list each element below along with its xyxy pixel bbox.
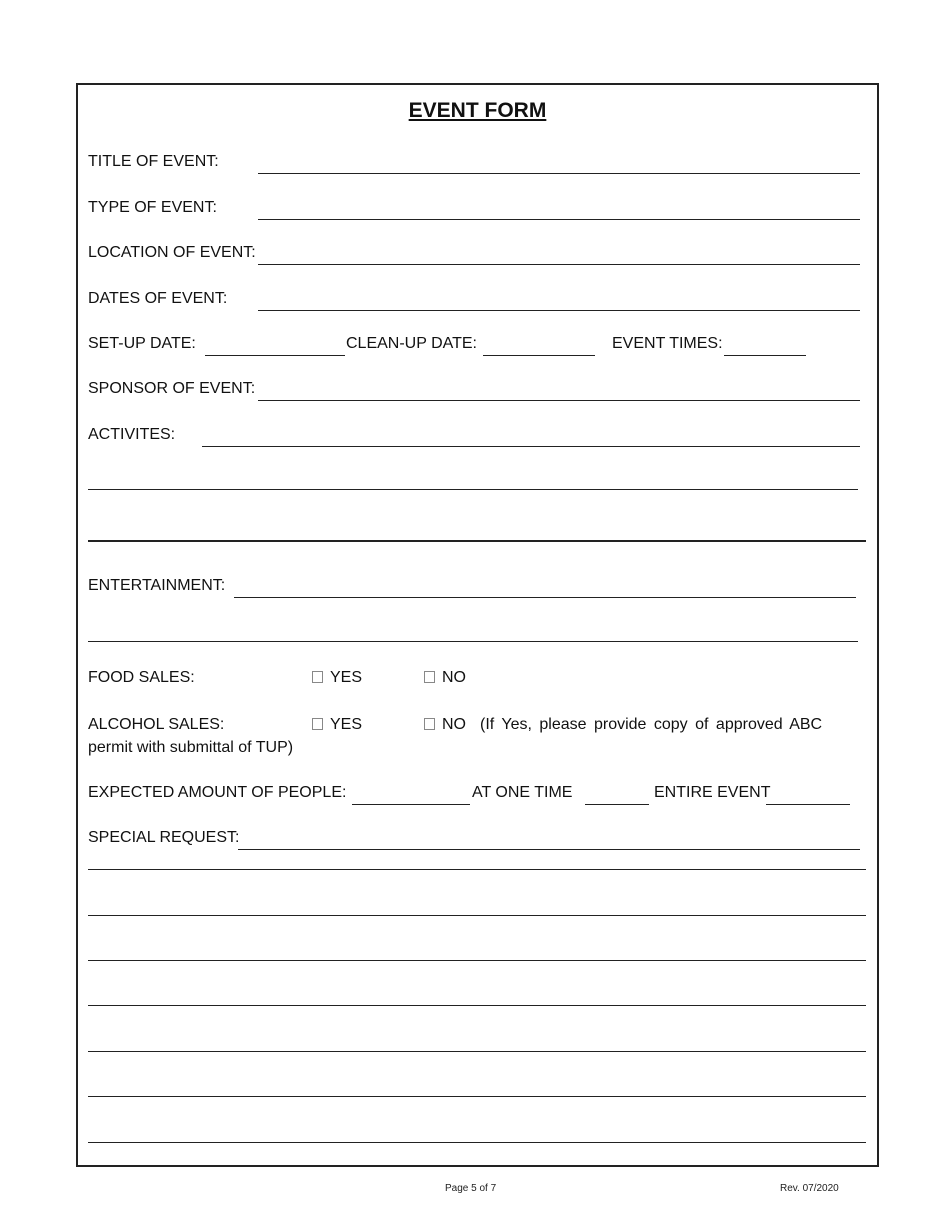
activities-extra-line-2[interactable] [88, 540, 866, 542]
activities-label: ACTIVITES: [88, 426, 176, 443]
checkbox-icon[interactable] [312, 718, 323, 730]
setup-date-label: SET-UP DATE: [88, 335, 196, 352]
special-request-extra-line-4[interactable] [88, 1005, 866, 1006]
at-one-time-field[interactable] [585, 804, 649, 805]
alcohol-sales-label: ALCOHOL SALES: [88, 716, 225, 733]
checkbox-icon[interactable] [424, 671, 435, 683]
sponsor-of-event-label: SPONSOR OF EVENT: [88, 380, 256, 397]
checkbox-icon[interactable] [424, 718, 435, 730]
at-one-time-label: AT ONE TIME [472, 784, 573, 801]
location-of-event-label: LOCATION OF EVENT: [88, 244, 256, 261]
special-request-extra-line-6[interactable] [88, 1096, 866, 1097]
special-request-extra-line-1[interactable] [88, 869, 866, 870]
special-request-extra-line-3[interactable] [88, 960, 866, 961]
special-request-row [88, 829, 868, 853]
setup-cleanup-row [88, 335, 868, 359]
checkbox-icon[interactable] [312, 671, 323, 683]
food-sales-no-label: NO [442, 669, 466, 686]
sponsor-of-event-field[interactable] [258, 400, 860, 401]
special-request-extra-line-2[interactable] [88, 915, 866, 916]
event-form-frame [76, 83, 879, 1167]
entire-event-field[interactable] [766, 804, 850, 805]
special-request-extra-line-5[interactable] [88, 1051, 866, 1052]
form-title: EVENT FORM [408, 99, 547, 122]
food-sales-no-option[interactable] [424, 669, 466, 687]
dates-of-event-field[interactable] [258, 310, 860, 311]
dates-of-event-row [88, 290, 868, 314]
location-of-event-row [88, 244, 868, 268]
activities-extra-line-1[interactable] [88, 489, 858, 490]
activities-row [88, 426, 868, 450]
title-of-event-field[interactable] [258, 173, 860, 174]
special-request-label: SPECIAL REQUEST: [88, 829, 240, 846]
title-of-event-label: TITLE OF EVENT: [88, 153, 219, 170]
expected-people-field[interactable] [352, 804, 470, 805]
food-sales-yes-option[interactable] [312, 669, 362, 687]
alcohol-sales-row [88, 716, 868, 740]
expected-people-label: EXPECTED AMOUNT OF PEOPLE: [88, 784, 347, 801]
location-of-event-field[interactable] [258, 264, 860, 265]
expected-people-row [88, 784, 868, 808]
special-request-field[interactable] [238, 849, 860, 850]
alcohol-note-line-1: (If Yes, please provide copy of approved ABC [480, 716, 823, 733]
entertainment-extra-line[interactable] [88, 641, 858, 642]
alcohol-sales-yes-option[interactable] [312, 716, 362, 734]
dates-of-event-label: DATES OF EVENT: [88, 290, 228, 307]
revision-date: Rev. 07/2020 [780, 1183, 839, 1194]
special-request-extra-line-7[interactable] [88, 1142, 866, 1143]
sponsor-of-event-row [88, 380, 868, 404]
cleanup-date-label: CLEAN-UP DATE: [346, 335, 477, 352]
cleanup-date-field[interactable] [483, 355, 595, 356]
type-of-event-field[interactable] [258, 219, 860, 220]
event-times-field[interactable] [724, 355, 806, 356]
type-of-event-label: TYPE OF EVENT: [88, 199, 217, 216]
setup-date-field[interactable] [205, 355, 345, 356]
food-sales-row [88, 669, 868, 693]
title-of-event-row [88, 153, 868, 177]
activities-field[interactable] [202, 446, 860, 447]
alcohol-sales-no-label: NO [442, 716, 466, 733]
alcohol-sales-yes-label: YES [330, 716, 363, 733]
type-of-event-row [88, 199, 868, 223]
entertainment-field[interactable] [234, 597, 856, 598]
alcohol-note-line-2: permit with submittal of TUP) [88, 739, 294, 756]
entertainment-row [88, 577, 868, 601]
entertainment-label: ENTERTAINMENT: [88, 577, 226, 594]
event-times-label: EVENT TIMES: [612, 335, 723, 352]
page-number: Page 5 of 7 [445, 1183, 497, 1194]
food-sales-yes-label: YES [330, 669, 363, 686]
food-sales-label: FOOD SALES: [88, 669, 195, 686]
alcohol-sales-no-option[interactable] [424, 716, 466, 734]
entire-event-label: ENTIRE EVENT [654, 784, 771, 801]
